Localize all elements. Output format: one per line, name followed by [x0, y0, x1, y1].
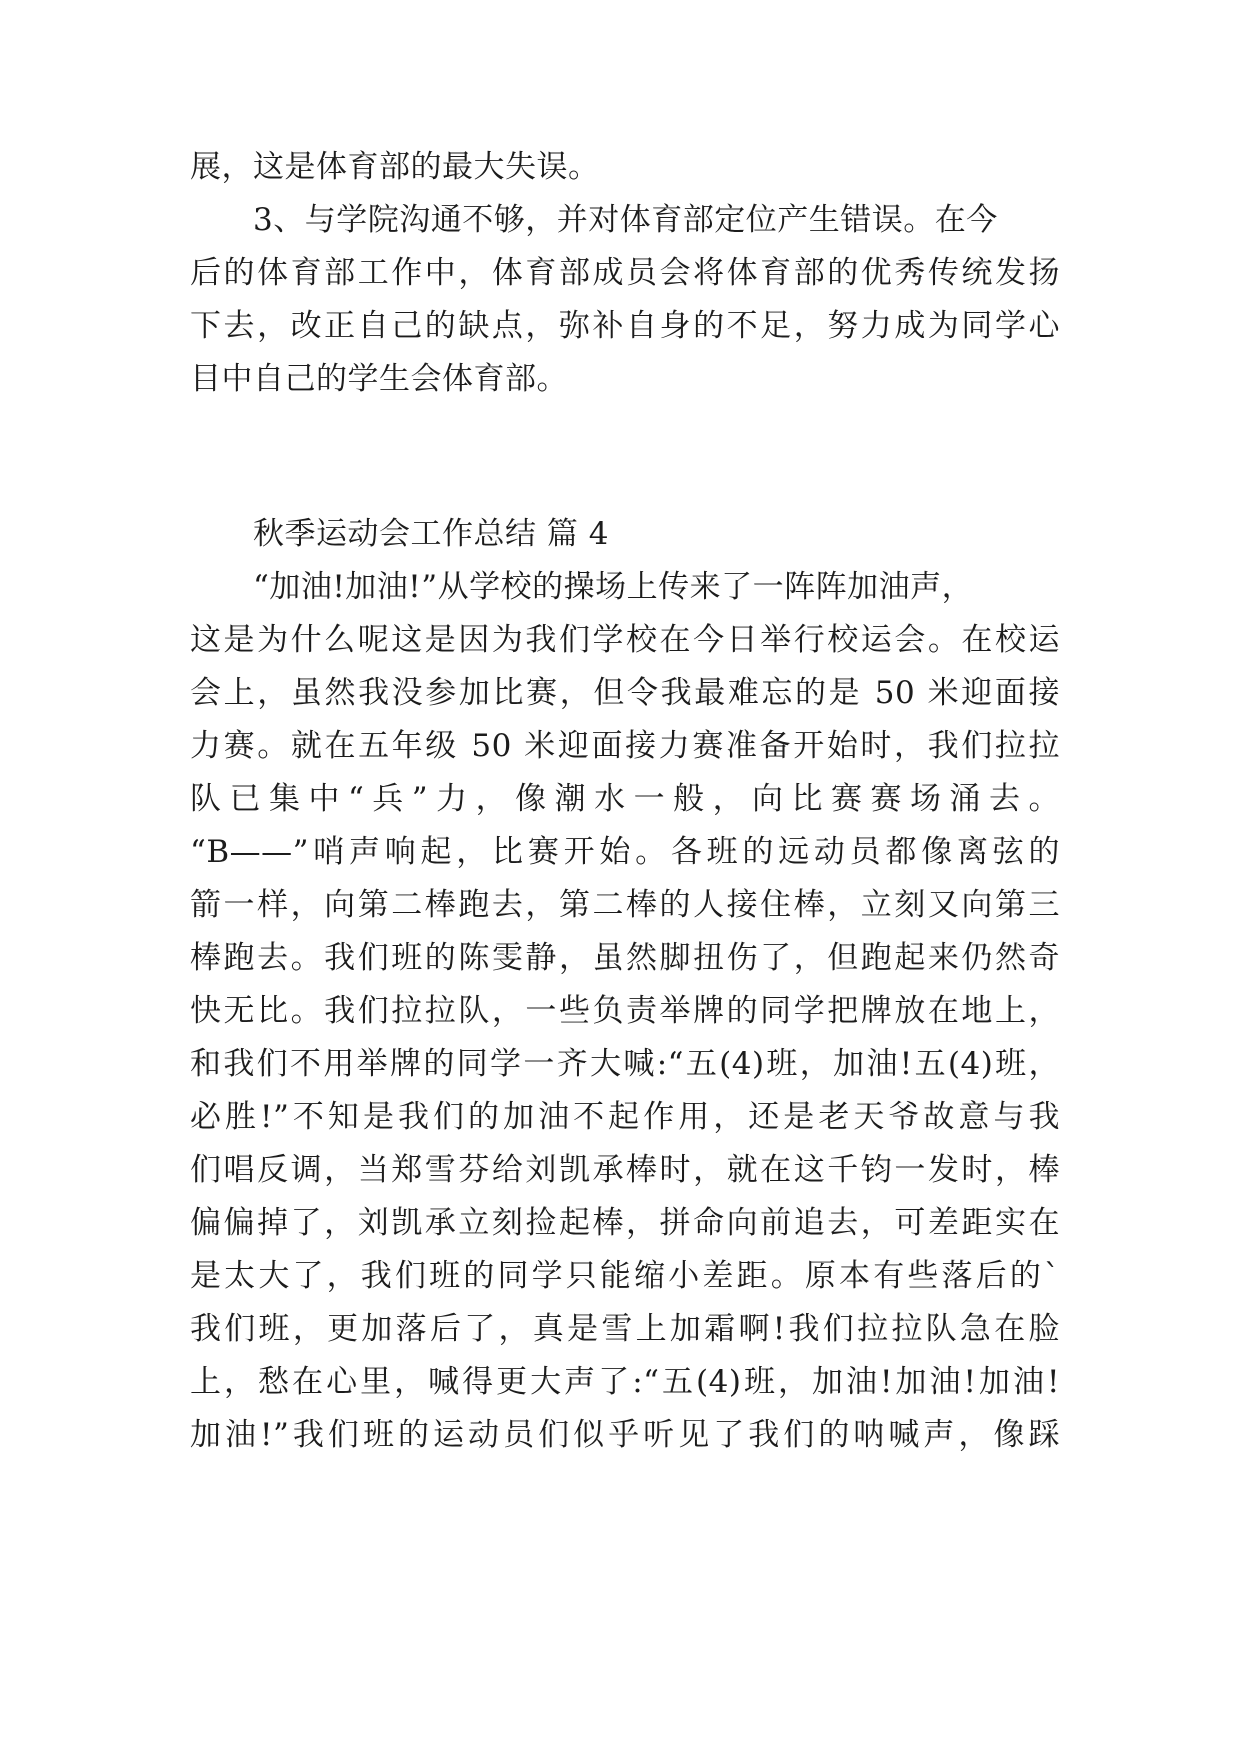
text-line: 后的体育部工作中，体育部成员会将体育部的优秀传统发扬 — [190, 255, 1060, 291]
text-line: 下去，改正自己的缺点，弥补自身的不足，努力成为同学心 — [190, 308, 1060, 344]
section-heading: 秋季运动会工作总结 篇 4 — [253, 516, 609, 552]
text-line: 们唱反调，当郑雪芬给刘凯承棒时，就在这千钧一发时，棒 — [190, 1152, 1060, 1188]
text-line: 棒跑去。我们班的陈雯静，虽然脚扭伤了，但跑起来仍然奇 — [190, 940, 1060, 976]
text-line: 这是为什么呢这是因为我们学校在今日举行校运会。在校运 — [190, 622, 1060, 658]
text-line: 上，愁在心里，喊得更大声了:“五(4)班，加油!加油!加油! — [190, 1364, 1060, 1400]
text-line: 目中自己的学生会体育部。 — [190, 361, 568, 397]
text-line: 我们班，更加落后了，真是雪上加霜啊!我们拉拉队急在脸 — [190, 1311, 1060, 1347]
text-line: 偏偏掉了，刘凯承立刻捡起棒，拼命向前追去，可差距实在 — [190, 1205, 1060, 1241]
text-line: 会上，虽然我没参加比赛，但令我最难忘的是 50 米迎面接 — [190, 675, 1060, 711]
text-line: “B——”哨声响起，比赛开始。各班的远动员都像离弦的 — [190, 834, 1060, 870]
text-line: 快无比。我们拉拉队，一些负责举牌的同学把牌放在地上， — [190, 993, 1060, 1029]
text-line: 加油!”我们班的运动员们似乎听见了我们的呐喊声，像踩 — [190, 1417, 1060, 1453]
text-line: 和我们不用举牌的同学一齐大喊:“五(4)班，加油!五(4)班， — [190, 1046, 1060, 1082]
text-line: 展，这是体育部的最大失误。 — [190, 149, 600, 185]
text-line: 是太大了，我们班的同学只能缩小差距。原本有些落后的` — [190, 1258, 1060, 1294]
text-line: 箭一样，向第二棒跑去，第二棒的人接住棒，立刻又向第三 — [190, 887, 1060, 923]
text-line: 必胜!”不知是我们的加油不起作用，还是老天爷故意与我 — [190, 1099, 1060, 1135]
text-line: 3、与学院沟通不够，并对体育部定位产生错误。在今 — [253, 202, 998, 238]
text-line: “加油!加油!”从学校的操场上传来了一阵阵加油声， — [253, 569, 974, 605]
text-line: 力赛。就在五年级 50 米迎面接力赛准备开始时，我们拉拉 — [190, 728, 1060, 764]
text-line: 队已集中“兵”力，像潮水一般，向比赛赛场涌去。 — [190, 781, 1060, 817]
